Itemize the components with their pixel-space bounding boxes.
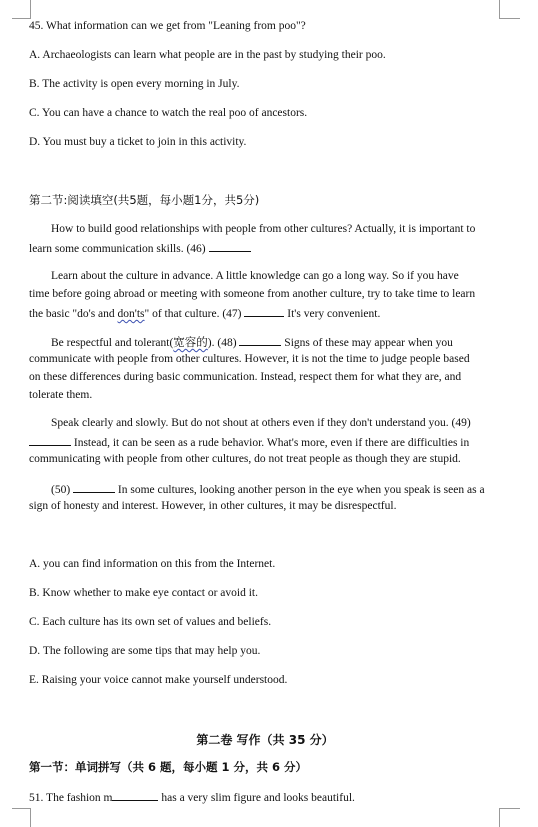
p2-line2: time before going abroad or meeting with someone from another culture, try to take time to learn — [29, 288, 476, 300]
donts-word: don'ts — [117, 308, 145, 320]
p3-line4: tolerate them. — [29, 389, 93, 401]
p2-line3-a: the basic "do's and — [29, 308, 118, 320]
p3-line3: on these differences during basic communication. Instead, respect them for what they are, and — [29, 371, 462, 383]
tolerant-cn: 宽容的 — [173, 335, 208, 349]
blank-49 — [29, 434, 71, 446]
section2-heading: 第二节:阅读填空(共5题，每小题1分，共5分) — [29, 193, 260, 207]
q45-stem: 45. What information can we get from "Leaning from poo"? — [29, 20, 306, 32]
p4-line2 — [29, 434, 469, 450]
p2-line3-c: It's very convenient. — [284, 308, 381, 320]
crop-mark-bottom-right — [499, 808, 520, 827]
part2-section1-heading: 第一节：单词拼写（共 6 题，每小题 1 分，共 6 分） — [29, 760, 308, 774]
crop-mark-top-right — [499, 0, 520, 19]
part2-title: 第二卷 写作（共 35 分） — [196, 733, 334, 747]
blank-50 — [73, 481, 115, 493]
p2-line3 — [29, 305, 380, 321]
p4-line1: Speak clearly and slowly. But do not shout at others even if they don't understand you. (49) — [51, 417, 471, 429]
q45-option-a: A. Archaeologists can learn what people are in the past by studying their poo. — [29, 49, 386, 61]
p1-line2-text: learn some communication skills. (46) — [29, 243, 206, 255]
p4-line3: communicating with people from other cultures, do not treat people as though they are stupid. — [29, 453, 461, 465]
p3-line1-b: ). (48) — [207, 337, 237, 349]
q51 — [29, 789, 355, 805]
p4-line2-text: Instead, it can be seen as a rude behavior. What's more, even if there are difficulties in — [71, 437, 470, 449]
q45-option-b: B. The activity is open every morning in July. — [29, 78, 240, 90]
p1-line2 — [29, 240, 251, 256]
p1-line1: How to build good relationships with people from other cultures? Actually, it is important to — [51, 223, 476, 235]
p5-line1-b: In some cultures, looking another person in the eye when you speak is seen as a — [115, 484, 485, 496]
p2-line3-b: " of that culture. (47) — [144, 308, 242, 320]
p5-line2: sign of honesty and interest. However, in other cultures, it may be disrespectful. — [29, 500, 397, 512]
p5-line1 — [51, 481, 485, 497]
q51-text-b: has a very slim figure and looks beautiful. — [158, 792, 355, 804]
p5-line1-a: (50) — [51, 484, 71, 496]
p2-line1: Learn about the culture in advance. A little knowledge can go a long way. So if you have — [51, 270, 459, 282]
crop-mark-top-left — [12, 0, 31, 19]
p3-line1 — [51, 334, 453, 350]
section2-option-d: D. The following are some tips that may help you. — [29, 645, 261, 657]
q45-option-d: D. You must buy a ticket to join in this activity. — [29, 136, 247, 148]
section2-option-c: C. Each culture has its own set of values and beliefs. — [29, 616, 272, 628]
p3-line1-c: Signs of these may appear when you — [281, 337, 453, 349]
crop-mark-bottom-left — [12, 808, 31, 827]
q51-text-a: 51. The fashion m — [29, 792, 113, 804]
p3-line2: communicate with people from other cultures. However, it is not the time to judge people based — [29, 353, 470, 365]
blank-47 — [244, 305, 284, 317]
section2-option-e: E. Raising your voice cannot make yourself understood. — [29, 674, 288, 686]
section2-option-b: B. Know whether to make eye contact or avoid it. — [29, 587, 258, 599]
blank-48 — [239, 334, 281, 346]
blank-46 — [209, 240, 251, 252]
blank-51 — [112, 789, 158, 801]
p3-line1-a: Be respectful and tolerant( — [51, 337, 174, 349]
q45-option-c: C. You can have a chance to watch the real poo of ancestors. — [29, 107, 308, 119]
section2-option-a: A. you can find information on this from the Internet. — [29, 558, 276, 570]
